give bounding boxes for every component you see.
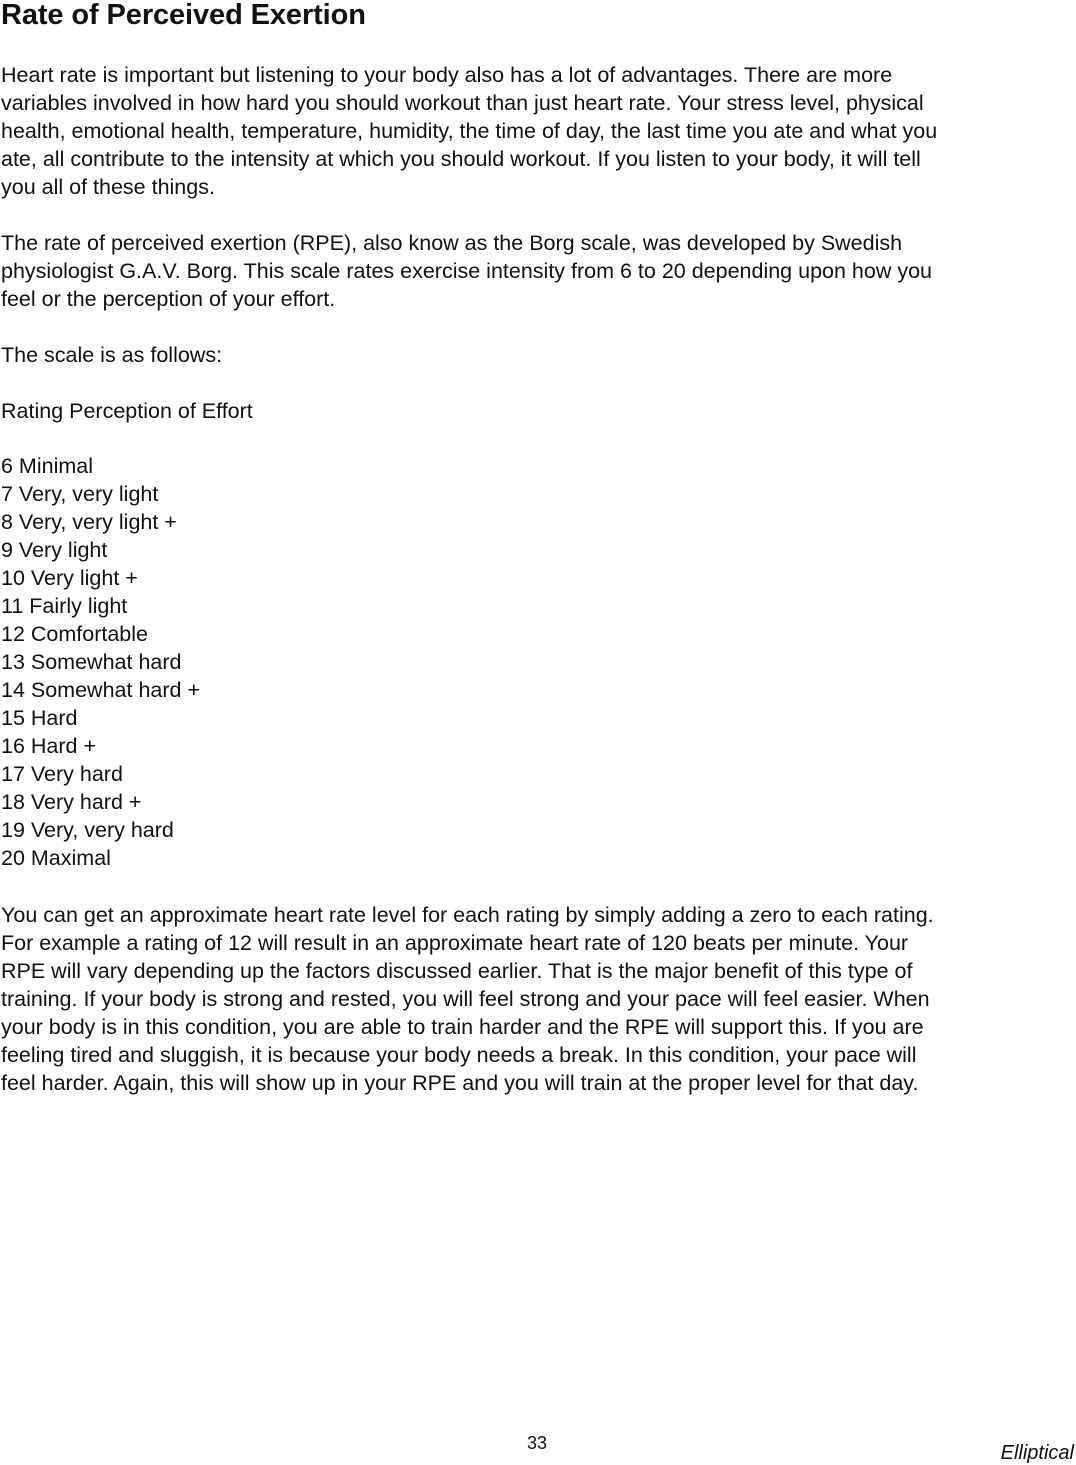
scale-item: 9 Very light	[1, 538, 108, 562]
rating-header	[1, 397, 1073, 425]
scale-intro-line: The scale is as follows:	[1, 343, 223, 367]
scale-item: 16 Hard +	[1, 734, 97, 758]
scale-item: 19 Very, very hard	[1, 818, 174, 842]
scale-item: 12 Comfortable	[1, 622, 148, 646]
borg-line: physiologist G.A.V. Borg. This scale rates exercise intensity from 6 to 20 depending upon how you	[1, 259, 932, 283]
borg-line: feel or the perception of your effort.	[1, 287, 336, 311]
intro-paragraph	[1, 61, 1073, 201]
intro-line: health, emotional health, temperature, humidity, the time of day, the last time you ate and what you	[1, 119, 938, 143]
scale-item: 20 Maximal	[1, 846, 111, 870]
outro-line: feel harder. Again, this will show up in your RPE and you will train at the proper level for that day.	[1, 1071, 919, 1095]
scale-item: 14 Somewhat hard +	[1, 678, 201, 702]
heart-rate-paragraph	[1, 901, 1073, 1097]
page-title: Rate of Perceived Exertion	[1, 0, 366, 31]
scale-item: 11 Fairly light	[1, 594, 128, 618]
intro-line: variables involved in how hard you should workout than just heart rate. Your stress level, physical	[1, 91, 924, 115]
scale-item: 15 Hard	[1, 706, 78, 730]
outro-line: For example a rating of 12 will result in an approximate heart rate of 120 beats per minute. Your	[1, 931, 909, 955]
footer-label: Elliptical	[1000, 1442, 1074, 1464]
outro-line: You can get an approximate heart rate level for each rating by simply adding a zero to each rating.	[1, 903, 934, 927]
outro-line: training. If your body is strong and rested, you will feel strong and your pace will feel easier. When	[1, 987, 930, 1011]
page-number: 33	[527, 1433, 548, 1453]
scale-item: 8 Very, very light +	[1, 510, 177, 534]
rpe-scale-list	[1, 452, 200, 872]
outro-line: RPE will vary depending up the factors discussed earlier. That is the major benefit of this type of	[1, 959, 913, 983]
outro-line: your body is in this condition, you are able to train harder and the RPE will support this. If you are	[1, 1015, 924, 1039]
scale-intro-text	[1, 341, 1073, 369]
intro-line: you all of these things.	[1, 175, 215, 199]
scale-item: 13 Somewhat hard	[1, 650, 182, 674]
borg-scale-paragraph	[1, 229, 1073, 313]
scale-item: 17 Very hard	[1, 762, 123, 786]
outro-line: feeling tired and sluggish, it is because your body needs a break. In this condition, your pace will	[1, 1043, 917, 1067]
scale-item: 6 Minimal	[1, 454, 93, 478]
rating-header-line: Rating Perception of Effort	[1, 399, 253, 423]
scale-item: 10 Very light +	[1, 566, 138, 590]
intro-line: Heart rate is important but listening to your body also has a lot of advantages. There are more	[1, 63, 893, 87]
borg-line: The rate of perceived exertion (RPE), also know as the Borg scale, was developed by Swedish	[1, 231, 903, 255]
scale-item: 7 Very, very light	[1, 482, 159, 506]
scale-item: 18 Very hard +	[1, 790, 142, 814]
intro-line: ate, all contribute to the intensity at which you should workout. If you listen to your body, it will tell	[1, 147, 921, 171]
